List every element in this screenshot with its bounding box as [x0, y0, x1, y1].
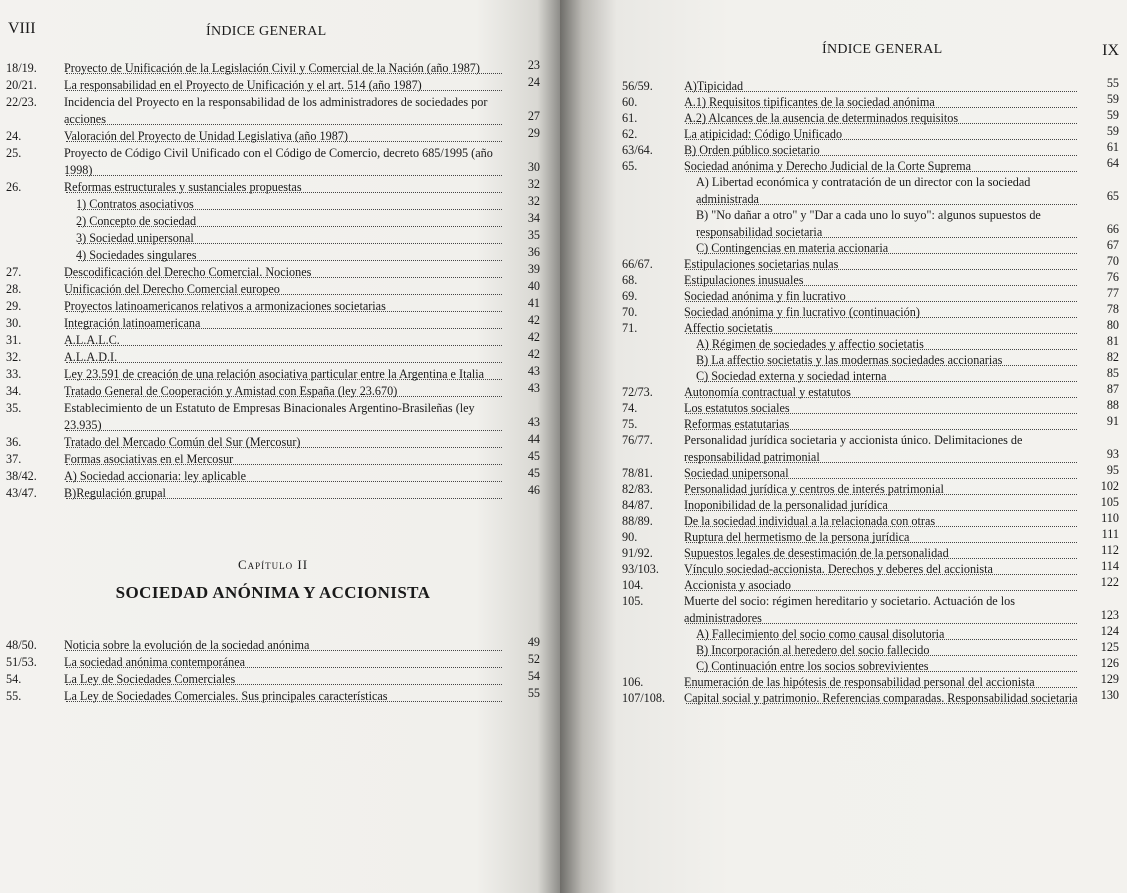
toc-entry-title: La atipicidad: Código Unificado: [684, 127, 843, 141]
right-running-title: ÍNDICE GENERAL: [822, 42, 943, 57]
chapter-title: SOCIEDAD ANÓNIMA Y ACCIONISTA: [115, 583, 431, 602]
toc-entry-number: 37.: [6, 452, 22, 466]
toc-entry-title: A) Fallecimiento del socio como causal disolutoria: [696, 627, 945, 641]
toc-entry: [622, 240, 1119, 254]
toc-entry-title: La responsabilidad en el Proyecto de Unificación y el art. 514 (año 1987): [64, 78, 422, 92]
toc-entry-page: 93: [1106, 447, 1119, 461]
toc-entry-page: 64: [1106, 156, 1119, 170]
toc-entry-number: 82/83.: [622, 482, 653, 496]
toc-entry-page: 29: [527, 126, 540, 140]
toc-entry: [6, 230, 540, 244]
toc-entry-title: De la sociedad individual a la relacionada con otras: [684, 514, 936, 528]
toc-entry: [622, 400, 1119, 414]
toc-entry-page: 55: [527, 686, 540, 700]
toc-entry: [622, 174, 1119, 205]
toc-entry-page: 42: [527, 347, 540, 361]
toc-entry-page: 35: [527, 228, 540, 242]
toc-entry: [622, 94, 1119, 108]
toc-entry: [6, 60, 540, 74]
dot-leader: [66, 362, 502, 363]
toc-entry-title: Proyecto de Código Civil Unificado con el Código de Comercio, decreto 685/1995 (año 1998): [64, 146, 493, 177]
toc-entry-page: 125: [1100, 640, 1119, 654]
right-page-number: IX: [1102, 42, 1119, 59]
toc-entry-number: 72/73.: [622, 385, 653, 399]
toc-entry-number: 106.: [622, 675, 644, 689]
toc-entry-page: 130: [1100, 688, 1119, 702]
toc-entry-page: 122: [1100, 575, 1119, 589]
toc-entry-title: Affectio societatis: [684, 321, 773, 335]
toc-entry-title: Proyecto de Unificación de la Legislación Civil y Comercial de la Nación (año 1987): [64, 61, 480, 75]
toc-entry-title: Unificación del Derecho Comercial europeo: [64, 282, 280, 296]
toc-entry-number: 105.: [622, 594, 644, 608]
toc-entry-number: 20/21.: [6, 78, 37, 92]
toc-entry-title: Integración latinoamericana: [64, 316, 201, 330]
right-page: [560, 0, 1127, 893]
toc-entry: [622, 593, 1119, 624]
toc-entry: [622, 690, 1119, 704]
toc-entry-page: 42: [527, 330, 540, 344]
toc-entry-number: 70.: [622, 305, 638, 319]
toc-entry-page: 36: [527, 245, 540, 259]
toc-entry-title: 1) Contratos asociativos: [76, 197, 194, 211]
left-page: [0, 0, 560, 893]
toc-entry-page: 87: [1106, 382, 1119, 396]
toc-entry-title: 4) Sociedades singulares: [76, 248, 197, 262]
toc-entry-number: 62.: [622, 127, 638, 141]
toc-entry: [622, 529, 1119, 543]
toc-entry-title: Estipulaciones societarias nulas: [684, 257, 839, 271]
toc-entry-number: 31.: [6, 333, 22, 347]
left-toc-list-chapter: [6, 637, 540, 702]
toc-entry-page: 32: [527, 194, 540, 208]
toc-entry-number: 35.: [6, 401, 22, 415]
toc-entry-page: 54: [527, 669, 540, 683]
toc-entry-title: C) Contingencias en materia accionaria: [696, 241, 889, 255]
toc-entry: [622, 142, 1119, 156]
toc-entry: [622, 432, 1119, 463]
right-toc-list: [622, 78, 1119, 704]
toc-entry: [622, 513, 1119, 527]
toc-entry-page: 85: [1106, 366, 1119, 380]
toc-entry: [622, 497, 1119, 511]
toc-entry-page: 112: [1101, 543, 1119, 557]
toc-entry-number: 43/47.: [6, 486, 37, 500]
toc-entry-title: La Ley de Sociedades Comerciales: [64, 672, 236, 686]
toc-entry-title: Formas asociativas en el Mercosur: [64, 452, 234, 466]
toc-entry: [6, 468, 540, 482]
toc-entry-number: 104.: [622, 578, 644, 592]
toc-entry-number: 69.: [622, 289, 638, 303]
toc-entry-title: C) Sociedad externa y sociedad interna: [696, 369, 887, 383]
toc-entry-page: 59: [1106, 92, 1119, 106]
toc-entry: [6, 179, 540, 193]
toc-entry-page: 65: [1106, 189, 1119, 203]
toc-entry-number: 75.: [622, 417, 638, 431]
toc-entry: [6, 485, 540, 499]
toc-entry: [622, 545, 1119, 559]
toc-entry: [622, 481, 1119, 495]
toc-entry-page: 110: [1101, 511, 1119, 525]
toc-entry-title: A) Sociedad accionaria: ley aplicable: [64, 469, 247, 483]
toc-entry-page: 59: [1106, 108, 1119, 122]
toc-entry-title: Capital social y patrimonio. Referencias comparadas. Responsabilidad societaria: [684, 691, 1078, 705]
toc-entry: [6, 400, 540, 431]
toc-entry-page: 124: [1100, 624, 1119, 638]
toc-entry-number: 66/67.: [622, 257, 653, 271]
toc-entry: [6, 671, 540, 685]
toc-entry-title: Enumeración de las hipótesis de responsabilidad personal del accionista: [684, 675, 1035, 689]
toc-entry-page: 34: [527, 211, 540, 225]
toc-entry: [622, 320, 1119, 334]
toc-entry-title: Reformas estructurales y sustanciales propuestas: [64, 180, 302, 194]
toc-entry-page: 43: [527, 364, 540, 378]
right-running-head: [622, 38, 1119, 78]
toc-entry-number: 22/23.: [6, 95, 37, 109]
toc-entry-title: La sociedad anónima contemporánea: [64, 655, 246, 669]
toc-entry-title: Descodificación del Derecho Comercial. Nociones: [64, 265, 312, 279]
toc-entry-title: Sociedad anónima y Derecho Judicial de la Corte Suprema: [684, 159, 971, 173]
toc-entry-title: Sociedad anónima y fin lucrativo (continuación): [684, 305, 920, 319]
toc-entry-title: Los estatutos sociales: [684, 401, 790, 415]
toc-entry-number: 56/59.: [622, 79, 653, 93]
toc-entry-page: 80: [1106, 318, 1119, 332]
toc-entry: [622, 207, 1119, 238]
toc-entry-page: 114: [1101, 559, 1119, 573]
toc-entry-title: Sociedad unipersonal: [684, 466, 789, 480]
toc-entry: [622, 78, 1119, 92]
toc-entry: [6, 654, 540, 668]
toc-entry-number: 38/42.: [6, 469, 37, 483]
toc-entry-number: 76/77.: [622, 433, 653, 447]
toc-entry-page: 55: [1106, 76, 1119, 90]
toc-entry: [622, 465, 1119, 479]
toc-entry-number: 54.: [6, 672, 22, 686]
chapter-label: Capítulo II: [237, 557, 309, 572]
toc-entry-number: 93/103.: [622, 562, 659, 576]
toc-entry-title: Inoponibilidad de la personalidad jurídica: [684, 498, 888, 512]
toc-entry: [622, 272, 1119, 286]
toc-entry-title: A.L.A.L.C.: [64, 333, 120, 347]
toc-entry: [622, 674, 1119, 688]
toc-entry-title: Ley 23.591 de creación de una relación asociativa particular entre la Argentina e Italia: [64, 367, 485, 381]
toc-entry: [622, 256, 1119, 270]
toc-entry: [622, 336, 1119, 350]
toc-entry-page: 41: [527, 296, 540, 310]
toc-entry-title: Accionista y asociado: [684, 578, 791, 592]
toc-entry-title: C) Continuación entre los socios sobrevivientes: [696, 659, 929, 673]
dot-leader: [66, 430, 502, 431]
toc-entry-page: 78: [1106, 302, 1119, 316]
toc-entry-number: 33.: [6, 367, 22, 381]
toc-entry: [6, 213, 540, 227]
dot-leader: [686, 91, 1077, 92]
toc-entry: [622, 626, 1119, 640]
toc-entry: [6, 145, 540, 176]
toc-entry-title: Tratado del Mercado Común del Sur (Mercosur): [64, 435, 301, 449]
toc-entry: [6, 434, 540, 448]
toc-entry-number: 61.: [622, 111, 638, 125]
toc-entry-number: 90.: [622, 530, 638, 544]
toc-entry: [622, 658, 1119, 672]
toc-entry: [6, 77, 540, 91]
toc-entry-page: 76: [1106, 270, 1119, 284]
toc-entry-page: 95: [1106, 463, 1119, 477]
toc-entry-title: Reformas estatutarias: [684, 417, 790, 431]
toc-entry-title: Incidencia del Proyecto en la responsabilidad de los administradores de sociedades por acciones: [64, 95, 488, 126]
toc-entry-title: Tratado General de Cooperación y Amistad con España (ley 23.670): [64, 384, 398, 398]
toc-entry-page: 66: [1106, 222, 1119, 236]
toc-entry-number: 18/19.: [6, 61, 37, 75]
toc-entry: [6, 383, 540, 397]
toc-entry-page: 43: [527, 381, 540, 395]
toc-entry-number: 65.: [622, 159, 638, 173]
toc-entry-number: 36.: [6, 435, 22, 449]
toc-entry-number: 32.: [6, 350, 22, 364]
toc-entry: [6, 688, 540, 702]
toc-entry-title: A.L.A.D.I.: [64, 350, 118, 364]
toc-entry-page: 23: [527, 58, 540, 72]
toc-entry: [622, 384, 1119, 398]
toc-entry: [622, 577, 1119, 591]
toc-entry-title: Proyectos latinoamericanos relativos a armonizaciones societarias: [64, 299, 386, 313]
toc-entry-page: 27: [527, 109, 540, 123]
toc-entry: [622, 304, 1119, 318]
toc-entry-page: 88: [1106, 398, 1119, 412]
dot-leader: [66, 345, 502, 346]
toc-entry-number: 28.: [6, 282, 22, 296]
toc-entry-page: 67: [1106, 238, 1119, 252]
toc-entry-page: 126: [1100, 656, 1119, 670]
toc-entry: [622, 158, 1119, 172]
toc-entry-page: 45: [527, 449, 540, 463]
left-running-title: ÍNDICE GENERAL: [206, 24, 327, 39]
toc-entry-number: 26.: [6, 180, 22, 194]
toc-entry: [6, 196, 540, 210]
toc-entry-title: A.2) Alcances de la ausencia de determinados requisitos: [684, 111, 959, 125]
toc-entry-title: Estipulaciones inusuales: [684, 273, 804, 287]
toc-entry: [622, 368, 1119, 382]
toc-entry: [6, 332, 540, 346]
toc-entry-page: 46: [527, 483, 540, 497]
toc-entry-title: La Ley de Sociedades Comerciales. Sus principales características: [64, 689, 388, 703]
toc-entry: [622, 416, 1119, 430]
left-toc-list: [6, 60, 540, 499]
toc-entry-page: 40: [527, 279, 540, 293]
toc-entry: [622, 352, 1119, 366]
toc-entry-number: 55.: [6, 689, 22, 703]
toc-entry-number: 91/92.: [622, 546, 653, 560]
toc-entry-title: A)Tipicidad: [684, 79, 744, 93]
toc-entry-number: 71.: [622, 321, 638, 335]
toc-entry-page: 45: [527, 466, 540, 480]
toc-entry-page: 44: [527, 432, 540, 446]
toc-entry-number: 68.: [622, 273, 638, 287]
toc-entry-title: Autonomía contractual y estatutos: [684, 385, 851, 399]
toc-entry-number: 88/89.: [622, 514, 653, 528]
toc-entry-number: 84/87.: [622, 498, 653, 512]
toc-entry-number: 107/108.: [622, 691, 665, 705]
toc-entry-title: Personalidad jurídica societaria y accionista único. Delimitaciones de responsabilidad patrimonial: [684, 433, 1023, 464]
toc-entry-page: 70: [1106, 254, 1119, 268]
toc-entry-page: 43: [527, 415, 540, 429]
toc-entry-title: 2) Concepto de sociedad: [76, 214, 197, 228]
toc-entry: [6, 94, 540, 125]
toc-entry: [6, 366, 540, 380]
toc-entry-title: Personalidad jurídica y centros de interés patrimonial: [684, 482, 944, 496]
toc-entry-page: 129: [1100, 672, 1119, 686]
toc-entry-page: 52: [527, 652, 540, 666]
toc-entry-title: Muerte del socio: régimen hereditario y societario. Actuación de los administradores: [684, 594, 1015, 625]
toc-entry-number: 60.: [622, 95, 638, 109]
toc-entry-title: B) La affectio societatis y las modernas sociedades accionarias: [696, 353, 1003, 367]
toc-entry-number: 25.: [6, 146, 22, 160]
toc-entry-title: Ruptura del hermetismo de la persona jurídica: [684, 530, 910, 544]
toc-entry-page: 30: [527, 160, 540, 174]
toc-entry-page: 123: [1100, 608, 1119, 622]
toc-entry-title: Noticia sobre la evolución de la sociedad anónima: [64, 638, 310, 652]
toc-entry-number: 78/81.: [622, 466, 653, 480]
toc-entry: [6, 128, 540, 142]
toc-entry: [6, 247, 540, 261]
toc-entry-title: B) Incorporación al heredero del socio fallecido: [696, 643, 930, 657]
toc-entry-page: 61: [1106, 140, 1119, 154]
toc-entry-title: Valoración del Proyecto de Unidad Legislativa (año 1987): [64, 129, 348, 143]
toc-entry-title: Establecimiento de un Estatuto de Empresas Binacionales Argentino-Brasileñas (ley 23.935): [64, 401, 475, 432]
toc-entry: [6, 264, 540, 278]
left-page-number: VIII: [8, 20, 36, 37]
dot-leader: [66, 124, 502, 125]
toc-entry-page: 91: [1106, 414, 1119, 428]
toc-entry-page: 82: [1106, 350, 1119, 364]
toc-entry-page: 42: [527, 313, 540, 327]
toc-entry-number: 27.: [6, 265, 22, 279]
toc-entry-page: 59: [1106, 124, 1119, 138]
toc-entry-page: 39: [527, 262, 540, 276]
toc-entry-title: A.1) Requisitos tipificantes de la sociedad anónima: [684, 95, 935, 109]
toc-entry-page: 102: [1100, 479, 1119, 493]
toc-entry: [6, 637, 540, 651]
toc-entry-page: 77: [1106, 286, 1119, 300]
chapter-heading: [6, 557, 540, 603]
toc-entry-title: B) Orden público societario: [684, 143, 820, 157]
toc-entry: [6, 349, 540, 363]
toc-entry: [622, 561, 1119, 575]
toc-entry-page: 49: [527, 635, 540, 649]
toc-entry: [622, 110, 1119, 124]
toc-entry-number: 48/50.: [6, 638, 37, 652]
toc-entry-title: A) Libertad económica y contratación de un director con la sociedad administrada: [696, 175, 1031, 206]
toc-entry: [622, 126, 1119, 140]
left-running-head: [6, 20, 540, 60]
toc-entry: [6, 298, 540, 312]
toc-entry-number: 74.: [622, 401, 638, 415]
toc-entry-number: 24.: [6, 129, 22, 143]
toc-entry-number: 51/53.: [6, 655, 37, 669]
toc-entry-page: 111: [1101, 527, 1119, 541]
toc-entry-page: 105: [1100, 495, 1119, 509]
toc-entry-title: A) Régimen de sociedades y affectio societatis: [696, 337, 924, 351]
toc-entry-page: 81: [1106, 334, 1119, 348]
toc-entry: [622, 288, 1119, 302]
toc-entry-title: Supuestos legales de desestimación de la personalidad: [684, 546, 949, 560]
toc-entry-page: 32: [527, 177, 540, 191]
toc-entry-page: 24: [527, 75, 540, 89]
toc-entry-title: B)Regulación grupal: [64, 486, 166, 500]
toc-entry: [6, 451, 540, 465]
toc-entry: [622, 642, 1119, 656]
toc-entry-number: 29.: [6, 299, 22, 313]
toc-entry-number: 63/64.: [622, 143, 653, 157]
dot-leader: [66, 175, 502, 176]
toc-entry: [6, 281, 540, 295]
toc-entry-number: 30.: [6, 316, 22, 330]
toc-entry-number: 34.: [6, 384, 22, 398]
toc-entry-title: Vínculo sociedad-accionista. Derechos y deberes del accionista: [684, 562, 993, 576]
toc-entry-title: 3) Sociedad unipersonal: [76, 231, 194, 245]
toc-entry-title: Sociedad anónima y fin lucrativo: [684, 289, 846, 303]
toc-entry: [6, 315, 540, 329]
toc-entry-title: B) "No dañar a otro" y "Dar a cada uno lo suyo": algunos supuestos de responsabilidad societaria: [696, 208, 1041, 239]
